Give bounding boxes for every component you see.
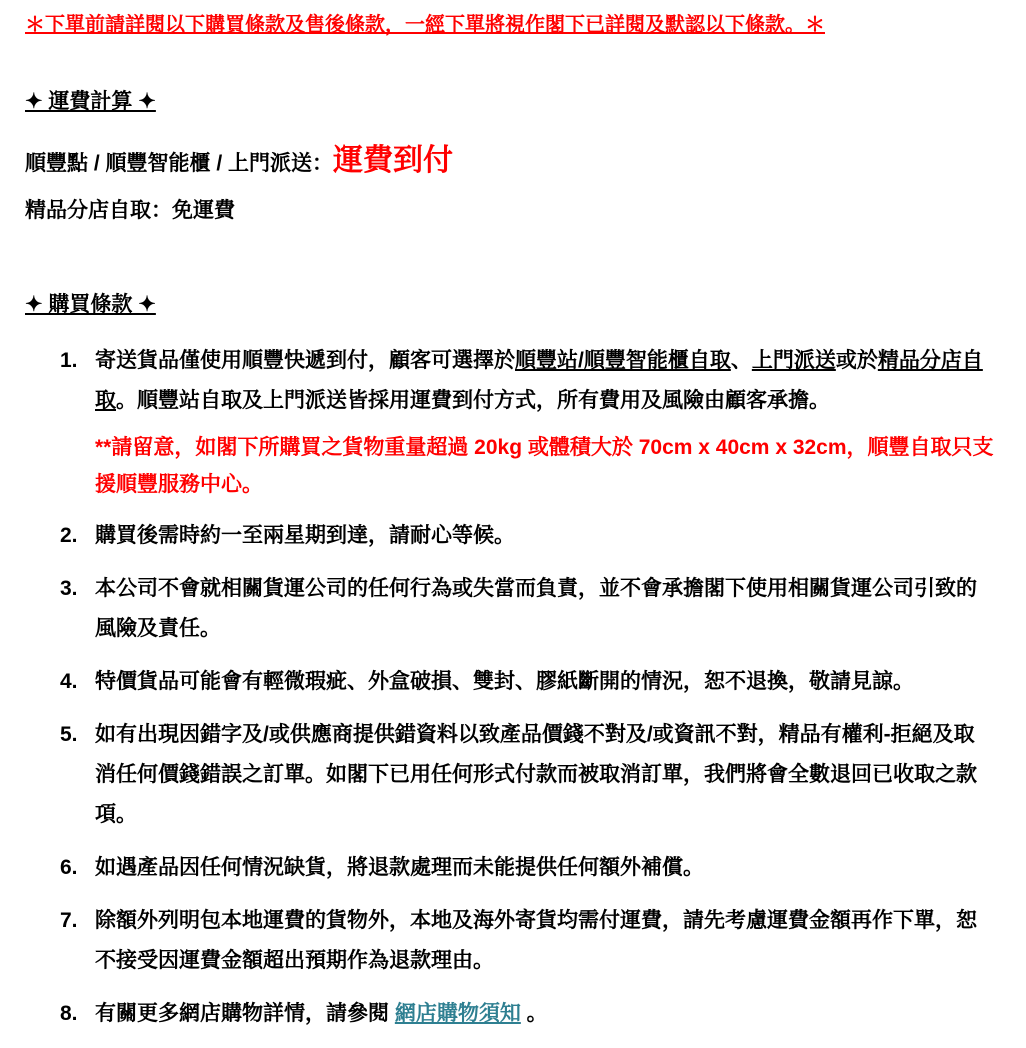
store-shopping-guide-link[interactable]: 網店購物須知 xyxy=(394,1002,521,1025)
term-item-7 xyxy=(60,901,1006,981)
term-number: 4. xyxy=(60,670,78,693)
term-number: 5. xyxy=(60,723,78,746)
term-item-6 xyxy=(60,848,1006,888)
purchase-terms-heading: ✦ 購買條款 ✦ xyxy=(25,293,156,316)
store-pickup-line: 精品分店自取：免運費 xyxy=(25,199,235,222)
term-text xyxy=(95,994,987,1034)
term-text: 本公司不會就相關貨運公司的任何行為或失當而負責，並不會承擔閣下使用相關貨運公司引致的風險及責任。 xyxy=(95,577,977,640)
term-number: 7. xyxy=(60,909,78,932)
term-number: 6. xyxy=(60,856,78,879)
term-number: 8. xyxy=(60,1002,78,1025)
shipping-fee-heading: ✦ 運費計算 ✦ xyxy=(25,90,156,113)
sf-delivery-line xyxy=(25,143,1006,182)
term-text: 特價貨品可能會有輕微瑕疵、外盒破損、雙封、膠紙斷開的情況，恕不退換，敬請見諒。 xyxy=(95,670,914,693)
term-segment-underlined: 上門派送 xyxy=(751,349,836,372)
term-segment-underlined: 精品分店自取 xyxy=(95,349,983,412)
term-segment: 寄送貨品僅使用順豐快遞到付，顧客可選擇於 xyxy=(95,349,515,372)
term-number: 3. xyxy=(60,577,78,600)
term-segment-underlined: 順豐站/順豐智能櫃自取 xyxy=(515,349,731,372)
term-segment: 。順豐站自取及上門派送皆採用運費到付方式，所有費用及風險由顧客承擔。 xyxy=(116,389,830,412)
term-item-4 xyxy=(60,662,1006,702)
order-notice-banner: ＊下單前請詳閱以下購買條款及售後條款，一經下單將視作閣下已詳閱及默認以下條款。＊ xyxy=(25,14,825,36)
term-segment: 或於 xyxy=(835,349,878,372)
freight-collect-highlight: 運費到付 xyxy=(333,144,454,177)
sf-delivery-label: 順豐點 / 順豐智能櫃 / 上門派送： xyxy=(25,152,334,175)
term-text: 如有出現因錯字及/或供應商提供錯資料以致產品價錢不對及/或資訊不對，精品有權利-拒絕及取消任何價錢錯誤之訂單。如閣下已用任何形式付款而被取消訂單，我們將會全數退回已收取之款項。 xyxy=(95,723,977,826)
weight-limit-warning: **請留意，如閣下所購買之貨物重量超過 20kg 或體積大於 70cm x 40cm x 32cm，順豐自取只支援順豐服務中心。 xyxy=(95,436,994,496)
term-text: 如遇產品因任何情況缺貨，將退款處理而未能提供任何額外補償。 xyxy=(95,856,704,879)
term-item-1 xyxy=(60,341,1006,503)
term-text: 購買後需時約一至兩星期到達，請耐心等候。 xyxy=(95,524,515,547)
term-body xyxy=(95,341,1013,503)
term-segment: 。 xyxy=(520,1002,548,1025)
terms-list xyxy=(25,341,1006,1034)
term-text: 除額外列明包本地運費的貨物外，本地及海外寄貨均需付運費，請先考慮運費金額再作下單，恕不接受因運費金額超出預期作為退款理由。 xyxy=(95,909,977,972)
term-item-8 xyxy=(60,994,1006,1034)
term-item-2 xyxy=(60,516,1006,556)
term-segment: 、 xyxy=(730,349,752,372)
term-number: 1. xyxy=(60,349,78,372)
term-segment: 有關更多網店購物詳情，請參閱 xyxy=(95,1002,395,1025)
term-text xyxy=(95,341,987,421)
term-item-3 xyxy=(60,569,1006,649)
term-number: 2. xyxy=(60,524,78,547)
term-item-5 xyxy=(60,715,1006,835)
